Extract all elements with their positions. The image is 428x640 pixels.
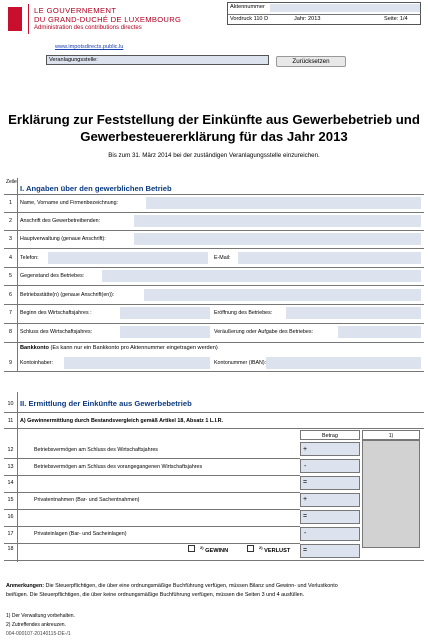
- logo-divider: [28, 4, 29, 34]
- bank-label: Bankkonto: [20, 345, 49, 351]
- section1-table: [4, 178, 424, 371]
- footnote-marker: 2): [259, 545, 263, 550]
- business-purpose-field[interactable]: [102, 270, 421, 282]
- row-label: Schluss des Wirtschaftsjahres:: [20, 329, 93, 335]
- page-number: Seite: 1/4: [384, 16, 408, 22]
- notes-text1: Die Steuerpflichtigen, die über eine ordnungsmäßige Buchführung verfügen, müssen Bilanz und Gewinn- und Verlustkonto: [45, 583, 338, 589]
- row-col-header: Zeile: [6, 179, 17, 185]
- reserved-column: [362, 440, 420, 548]
- row-divider: [4, 526, 300, 527]
- row-number: 2: [9, 218, 12, 224]
- section2-title: II. Ermittlung der Einkünfte aus Gewerbebetrieb: [20, 399, 192, 408]
- amount-field-15[interactable]: [300, 493, 360, 507]
- name-field[interactable]: [146, 197, 421, 209]
- divider: [228, 14, 421, 15]
- row-number: 3: [9, 236, 12, 242]
- operator: =: [303, 513, 308, 520]
- row-label: Telefon:: [20, 255, 39, 261]
- notes-text2: beifügen. Die Steuerpflichtigen, die über keine ordnungsmäßige Buchführung verfügen, müssen die Seiten 3 und 4 ausfüllen.: [6, 591, 305, 598]
- notes: [6, 582, 422, 599]
- row-number: 12: [7, 447, 14, 453]
- row-divider: [4, 342, 424, 343]
- operator: -: [304, 463, 307, 470]
- row-divider: [4, 323, 424, 324]
- row-number: 11: [7, 418, 14, 424]
- footnote-1: 1) Der Verwaltung vorbehalten.: [6, 613, 75, 619]
- fiscal-year-end-field[interactable]: [120, 326, 210, 338]
- gov-line1: LE GOUVERNEMENT: [34, 6, 117, 15]
- row-number: 10: [7, 401, 14, 407]
- footnote-marker: 2): [200, 545, 204, 550]
- row-number: 13: [7, 464, 14, 470]
- row-number: 8: [9, 329, 12, 335]
- row-label: Betriebsstätte(n) (genaue Anschrift(en)):: [20, 292, 115, 298]
- notes-heading: Anmerkungen:: [6, 583, 45, 589]
- loss-label-group: [259, 545, 290, 554]
- reset-button[interactable]: Zurücksetzen: [276, 56, 346, 67]
- row-divider: [4, 194, 424, 195]
- row-number: 15: [7, 497, 14, 503]
- operator: +: [303, 496, 308, 503]
- form-year: Jahr: 2013: [294, 16, 321, 22]
- business-sale-field[interactable]: [338, 326, 421, 338]
- row-label-secondary: E-Mail:: [214, 255, 231, 261]
- row-label-secondary: Eröffnung des Betriebes:: [214, 310, 273, 316]
- row-label: Betriebsvermögen am Schluss des vorangegangenen Wirtschaftsjahres: [34, 464, 203, 470]
- gain-checkbox[interactable]: [188, 545, 195, 552]
- row-label: Betriebsvermögen am Schluss des Wirtschaftsjahres: [34, 447, 158, 453]
- gain-label-group: [200, 545, 228, 554]
- row-label: Hauptverwaltung (genaue Anschrift):: [20, 236, 106, 242]
- amount-field-16[interactable]: [300, 510, 360, 524]
- loss-checkbox[interactable]: [247, 545, 254, 552]
- row-divider: [4, 230, 424, 231]
- amount-field-14[interactable]: [300, 476, 360, 490]
- gov-line2: DU GRAND-DUCHÉ DE LUXEMBOURG: [34, 15, 182, 24]
- profit-method-label: A) Gewinnermittlung durch Bestandsvergleich gemäß Artikel 18, Absatz 1 L.I.R.: [20, 418, 223, 424]
- row-divider: [4, 371, 424, 372]
- amount-field-13[interactable]: [300, 459, 360, 473]
- row-number: 16: [7, 514, 14, 520]
- assessment-office-field[interactable]: [46, 55, 269, 65]
- gain-label: GEWINN: [205, 547, 229, 554]
- row-label: Anschrift des Gewerbetreibenden:: [20, 218, 101, 224]
- notes-line1: [6, 582, 422, 591]
- fiscal-year-start-field[interactable]: [120, 307, 210, 319]
- section2-table: [4, 392, 424, 562]
- row-divider: [4, 475, 300, 476]
- premises-field[interactable]: [144, 289, 421, 301]
- row-num-divider: [17, 392, 18, 562]
- section1-title: I. Angaben über den gewerblichen Betrieb: [20, 184, 172, 193]
- row-divider: [4, 412, 424, 413]
- operator: -: [304, 530, 307, 537]
- assessment-office-label: Veranlagungsstelle:: [49, 57, 98, 63]
- row-number: 6: [9, 292, 12, 298]
- gov-line3: Administration des contributions directes: [34, 25, 142, 31]
- bank-note: (Es kann nur ein Bankkonto pro Aktennummer eingetragen werden): [50, 345, 218, 351]
- row-divider: [4, 458, 300, 459]
- bank-heading: [20, 345, 218, 351]
- amount-field-17[interactable]: [300, 527, 360, 541]
- loss-label: VERLUST: [264, 547, 291, 554]
- title-line1: Erklärung zur Feststellung der Einkünfte aus Gewerbebetrieb und: [8, 112, 420, 127]
- row-divider: [4, 509, 300, 510]
- row-number: 4: [9, 255, 12, 261]
- submission-deadline: Bis zum 31. März 2014 bei der zuständigen Veranlagungsstelle einzureichen.: [108, 152, 320, 159]
- file-number-field[interactable]: [270, 4, 420, 12]
- gov-logo: [8, 4, 198, 38]
- operator: =: [303, 547, 308, 554]
- row-number: 17: [7, 531, 14, 537]
- address-field[interactable]: [134, 215, 421, 227]
- operator: +: [303, 446, 308, 453]
- row-label: Privatentnahmen (Bar- und Sachentnahmen): [34, 497, 140, 503]
- row-number: 1: [9, 200, 12, 206]
- row-label: Kontoinhaber:: [20, 360, 53, 366]
- row-divider: [4, 543, 300, 544]
- reserved-header-cell: [362, 430, 420, 440]
- amount-field-18[interactable]: [300, 544, 360, 558]
- head-office-field[interactable]: [134, 233, 421, 245]
- amount-header-cell: [300, 430, 360, 440]
- business-opening-field[interactable]: [286, 307, 421, 319]
- coat-of-arms-icon: [8, 7, 22, 31]
- document-code: 004-000107-20140115-DE-/1: [6, 631, 71, 637]
- row-divider: [4, 248, 424, 249]
- row-divider: [4, 560, 424, 561]
- amount-footnote: 1): [388, 433, 394, 439]
- form-code: Vordruck 110 D: [230, 16, 269, 22]
- row-number: 5: [9, 273, 12, 279]
- row-label: Gegenstand des Betriebes:: [20, 273, 85, 279]
- amount-field-12[interactable]: [300, 442, 360, 456]
- phone-field[interactable]: [48, 252, 208, 264]
- row-label-secondary: Kontonummer (IBAN):: [214, 360, 267, 366]
- amount-header: Betrag: [322, 433, 338, 439]
- row-label-secondary: Veräußerung oder Aufgabe des Betriebes:: [214, 329, 313, 335]
- row-number: 7: [9, 310, 12, 316]
- operator: =: [303, 479, 308, 486]
- account-holder-field[interactable]: [64, 357, 210, 369]
- row-divider: [4, 492, 300, 493]
- row-divider: [4, 212, 424, 213]
- row-label: Privateinlagen (Bar- und Sacheinlagen): [34, 531, 127, 537]
- row-label: Beginn des Wirtschaftsjahres :: [20, 310, 92, 316]
- row-divider: [4, 428, 424, 429]
- row-number: 18: [7, 546, 14, 552]
- row-label: Name, Vorname und Firmenbezeichnung:: [20, 200, 119, 206]
- file-number-label: Aktennummer: [230, 4, 265, 10]
- title-line2: Gewerbesteuererklärung für das Jahr 2013: [80, 128, 348, 144]
- page-title: [0, 112, 428, 145]
- website-link[interactable]: www.impotsdirects.public.lu: [55, 44, 124, 50]
- row-number: 9: [9, 360, 12, 366]
- file-number-box: [227, 2, 421, 25]
- row-number: 14: [7, 480, 14, 486]
- footnote-2: 2) Zutreffendes ankreuzen.: [6, 622, 66, 628]
- row-divider: [4, 304, 424, 305]
- row-divider: [4, 267, 424, 268]
- iban-field[interactable]: [266, 357, 421, 369]
- email-field[interactable]: [238, 252, 421, 264]
- row-divider: [4, 285, 424, 286]
